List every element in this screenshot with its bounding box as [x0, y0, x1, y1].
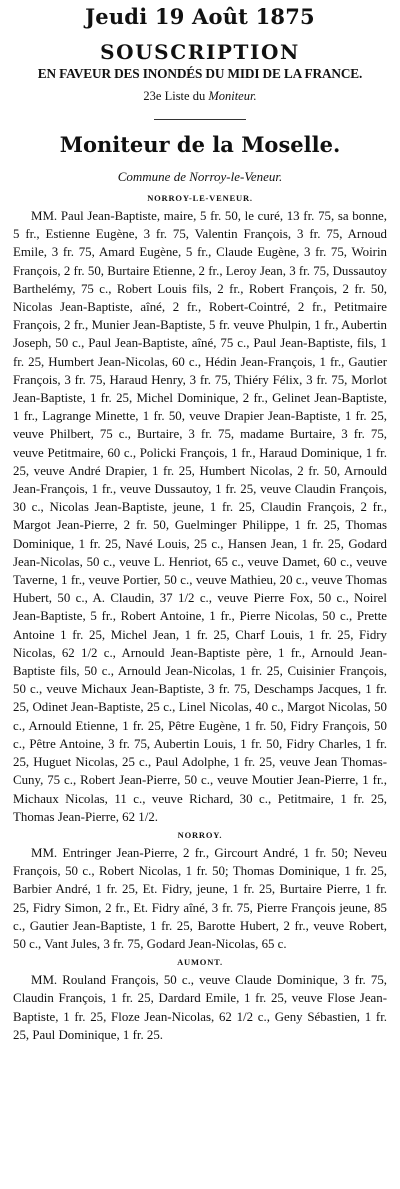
issue-date: Jeudi 19 Août 1875: [85, 4, 315, 29]
commune-title: Commune de Norroy-le-Veneur.: [117, 169, 283, 184]
section-text-norroy-le-veneur: MM. Paul Jean-Baptiste, maire, 5 fr. 50, le curé, 13 fr. 75, sa bonne, 5 fr., Estienne Eugène, 3 fr. 75, Valentin François, 3 fr. 75, Arnoud Emile, 3 fr. 75, Amard Eugène, 5 fr., Claude Eugène, 3 fr. 75, Woirin François, 2 fr. 50, Burtaire Etienne, 2 fr., Leroy Jean, 3 fr. 75, Dussautoy Barthelémy, 75 c., Robert Louis fils, 2 fr., Robert François, 2 fr. 50, Nicolas Jean-Baptiste, aîné, 2 fr., Robert-Cointré, 2 fr., Petitmaire François, 2 fr., Munier Jean-Baptiste, 5 fr. veuve Phulpin, 1 fr., Aubertin Joseph, 50 c., Paul Jean-Baptiste, aîné, 75 c., Paul Jean-Baptiste, fils, 1 fr. 25, Humbert Jean-Nicolas, 60 c., Hédin Jean-François, 1 fr., Gautier François, 3 fr. 75, Haraud Henry, 3 fr. 75, Thiéry Félix, 3 fr. 75, Morlot Jean-Baptiste, 1 fr. 25, Michel Dominique, 2 fr., Gelinet Jean-Baptiste, 1 fr., Lagrange Minette, 1 fr. 50, veuve Drapier Jean-Baptiste, 1 fr. 25, veuve Philbert, 75 c., Burtaire, 3 fr. 75, madame Burtaire, 3 fr. 75, veuve Petitmaire, 60 c., Policki François, 1 fr., Haraud Dominique, 1 fr. 25, veuve André Drapier, 1 fr. 25, Humbert Nicolas, 2 fr. 50, Arnould Jean-François, 1 fr., veuve Dussautoy, 1 fr. 25, veuve Claudin François, 30 c., Nicolas Jean-Baptiste, jeune, 1 fr. 25, Claudin François, 2 fr., Margot Jean-Pierre, 2 fr. 50, Guelminger Philippe, 1 fr. 25, Thomas Dominique, 1 fr. 25, Navé Louis, 25 c., Hansen Jean, 1 fr. 25, Godard Jean-Nicolas, 50 c., veuve L. Henriot, 65 c., veuve Damet, 60 c., veuve Taverne, 1 fr., veuve Portier, 50 c., veuve Mathieu, 20 c., veuve Thomas Hubert, 50 c., A. Claudin, 37 1/2 c., veuve Pierre Fox, 50 c., Noirel Jean-Baptiste, 5 fr., Robert Antoine, 1 fr., Pierre Nicolas, 50 c., Prette Antoine 1 fr. 25, Michel Jean, 1 fr. 25, Charf Louis, 1 fr. 25, Fidry Nicolas, 62 1/2 c., Arnould Jean-Baptiste père, 1 fr., Arnould Jean-Baptiste fils, 50 c., Arnould Jean-Nicolas, 1 fr. 25, Cuisinier François, 50 c., veuve Michaux Jean-Baptiste, 3 fr. 75, Deschamps Jacques, 1 fr. 25, Odinet Jean-Baptiste, 25 c., Linel Nicolas, 40 c., Margot Nicolas, 50 c., Arnould Etienne, 1 fr. 25, Pêtre Eugène, 1 fr. 50, Fidry François, 50 c., Pêtre Antoine, 3 fr. 75, Aubertin Louis, 1 fr. 50, Fidry Charles, 1 fr. 25, Huguet Nicolas, 25 c., Paul Adolphe, 1 fr. 25, veuve Jean Thomas-Cuny, 75 c., Robert Jean-Pierre, 50 c., veuve Moutier Jean-Pierre, 1 fr., Michaux Nicolas, 11 c., veuve Richard, 30 c., Petitmaire, 1 fr. 25, Thomas Jean-Pierre, 62 1/2.: [13, 209, 387, 824]
section-heading-aumont: AUMONT.: [177, 957, 223, 968]
subscription-title: SOUSCRIPTION: [100, 40, 300, 64]
section-heading-norroy: NORROY.: [177, 829, 223, 840]
subscription-list-number: [13, 87, 387, 105]
list-source: Moniteur.: [208, 89, 257, 103]
section-text-aumont: MM. Rouland François, 50 c., veuve Claude Dominique, 3 fr. 75, Claudin François, 1 fr. 25, Dardard Emile, 1 fr. 25, veuve Flose Jean-Baptiste, 1 fr. 25, Floze Jean-Nicolas, 62 1/2 c., Geny Sébastien, 1 fr. 25, Paul Dominique, 1 fr. 25.: [13, 973, 387, 1042]
list-prefix: 23e Liste du: [143, 89, 209, 103]
subscription-subtitle: EN FAVEUR DES INONDÉS DU MIDI DE LA FRANCE.: [37, 66, 363, 81]
newspaper-name: Moniteur de la Moselle.: [59, 132, 341, 157]
section-divider: [154, 119, 246, 120]
section-heading-norroy-le-veneur: NORROY-LE-VENEUR.: [147, 193, 253, 203]
section-text-norroy: MM. Entringer Jean-Pierre, 2 fr., Gircourt André, 1 fr. 50; Neveu François, 50 c., Robert Nicolas, 1 fr. 50; Thomas Dominique, 1 fr. 25, Barbier André, 1 fr. 25, Et. Fidry, jeune, 1 fr. 25, Burtaire Pierre, 1 fr. 25, Fidry Simon, 2 fr., Et. Fidry aîné, 3 fr. 75, Pierre François jeune, 85 c., Gautier Jean-Baptiste, 1 fr. 25, Barotte Hubert, 2 fr., veuve Robert, 50 c., Vant Jules, 3 fr. 75, Godard Jean-Nicolas, 65 c.: [13, 845, 387, 951]
